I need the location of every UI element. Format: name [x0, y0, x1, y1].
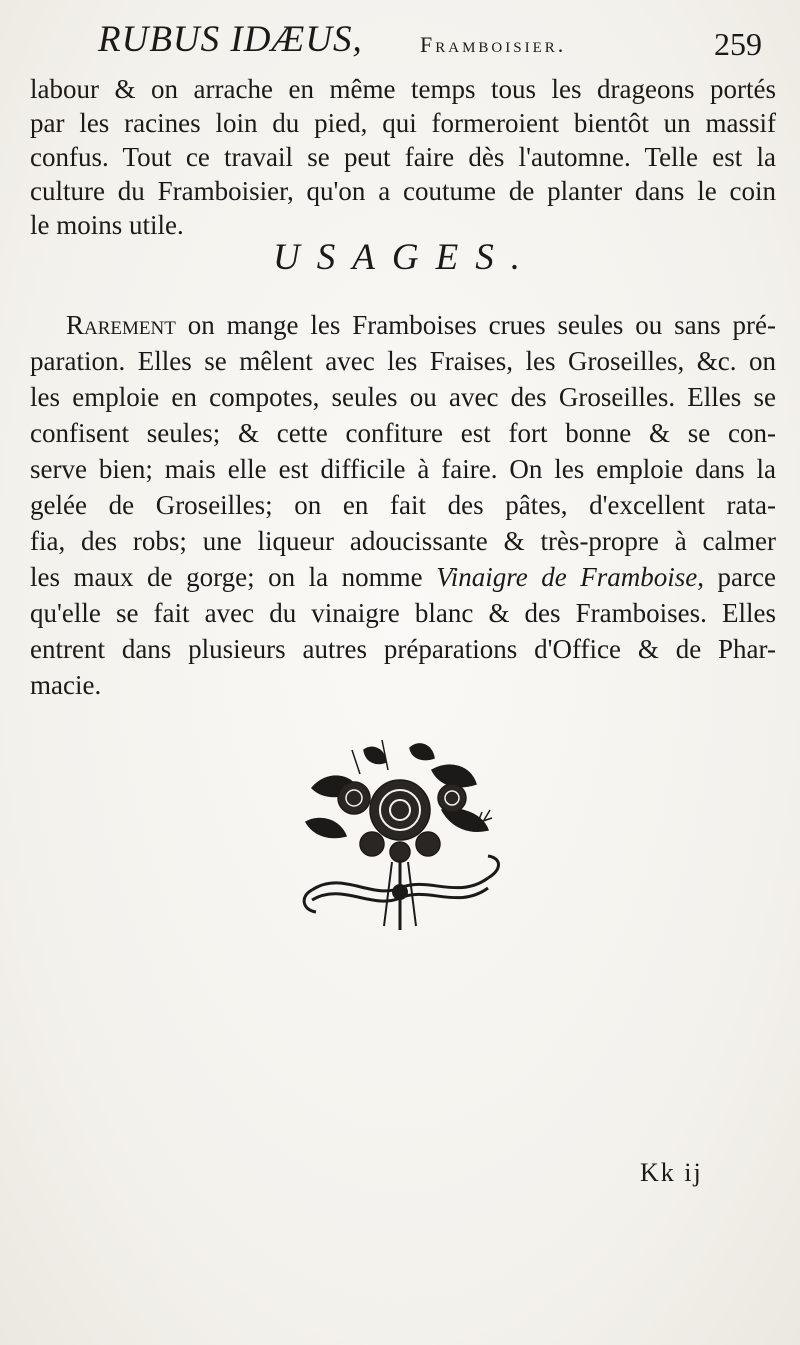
- running-header: [0, 14, 800, 64]
- text-line: [66, 308, 776, 342]
- text-line: les emploie en compotes, seules ou avec des Groseilles. Elles se: [30, 382, 776, 412]
- signature-mark: Kk ij: [640, 1158, 703, 1187]
- text-line: entrent dans plusieurs autres préparations d'Office & de Phar-: [30, 634, 776, 664]
- text-line: gelée de Groseilles; on en fait des pâtes, d'excellent rata-: [30, 490, 776, 520]
- running-title: RUBUS IDÆUS,: [98, 19, 363, 60]
- text-line: labour & on arrache en même temps tous les drageons portés: [30, 74, 776, 104]
- page-number: 259: [714, 26, 762, 62]
- text-line: culture du Framboisier, qu'on a coutume de planter dans le coin: [30, 176, 776, 206]
- text-line: le moins utile.: [30, 210, 184, 240]
- text-line: [30, 560, 776, 594]
- italic-term: Vinaigre de Framboise: [436, 562, 698, 592]
- floral-bouquet-ornament-icon: [292, 740, 504, 940]
- text-span: les maux de gorge; on la nomme: [30, 562, 437, 592]
- text-line: serve bien; mais elle est difficile à faire. On les emploie dans la: [30, 454, 776, 484]
- text-span: on mange les Framboises crues seules ou sans pré-: [175, 310, 776, 340]
- text-line: par les racines loin du pied, qui formeroient bientôt un massif: [30, 108, 776, 138]
- text-line: confisent seules; & cette confiture est fort bonne & se con-: [30, 418, 776, 448]
- drop-word: Rarement: [66, 310, 176, 340]
- text-span: , parce: [697, 562, 776, 592]
- text-line: fia, des robs; une liqueur adoucissante & très-propre à calmer: [30, 526, 776, 556]
- text-line: qu'elle se fait avec du vinaigre blanc & des Framboises. Elles: [30, 598, 776, 628]
- text-line: paration. Elles se mêlent avec les Fraises, les Groseilles, &c. on: [30, 346, 776, 376]
- section-heading: USAGES.: [273, 237, 537, 278]
- text-line: macie.: [30, 670, 102, 700]
- running-subtitle: Framboisier.: [420, 32, 567, 57]
- text-line: confus. Tout ce travail se peut faire dès l'automne. Telle est la: [30, 142, 776, 172]
